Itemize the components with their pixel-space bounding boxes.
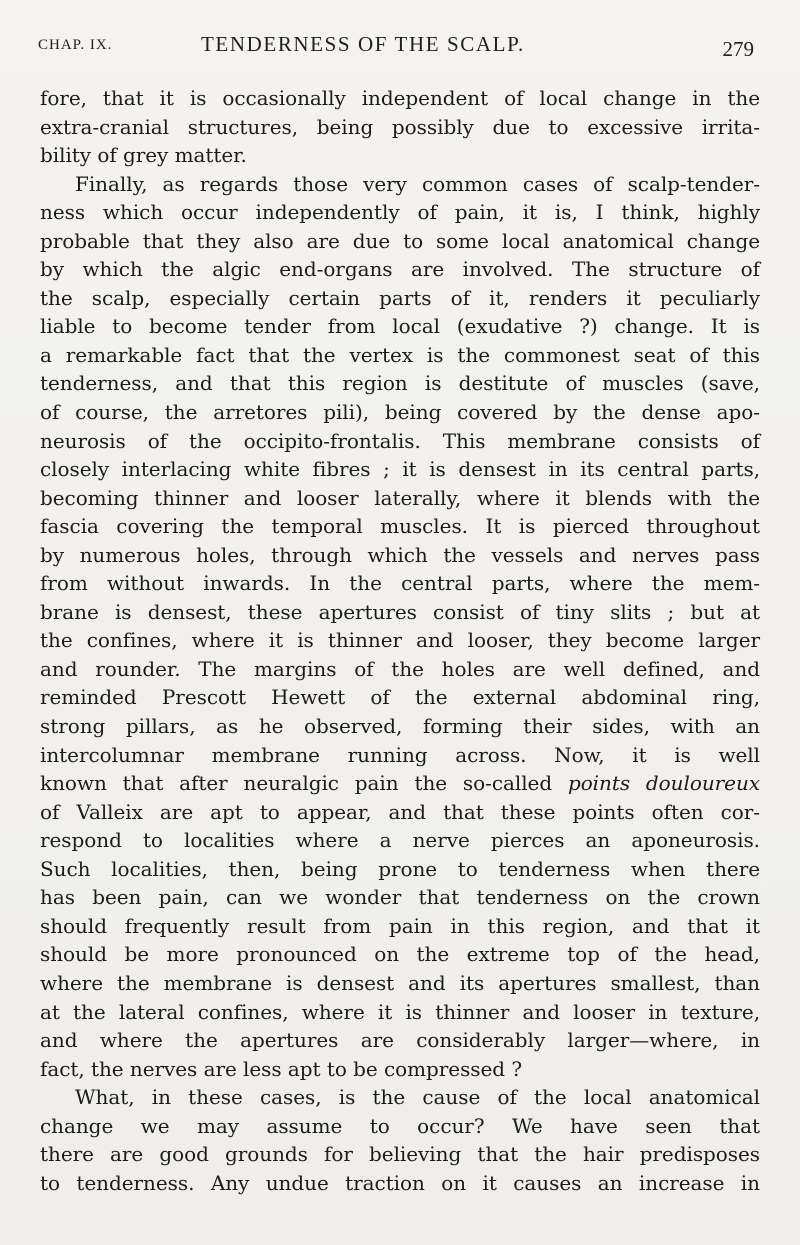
running-title: TENDERNESS OF THE SCALP.: [201, 32, 525, 56]
chapter-label: CHAP. IX.: [38, 37, 113, 53]
text-line: from without inwards. In the central parts, where the mem-: [40, 571, 760, 596]
text-line: reminded Prescott Hewett of the external abdominal ring,: [40, 685, 760, 710]
text-line: and rounder. The margins of the holes are well defined, and: [40, 656, 760, 681]
text-line: should be more pronounced on the extreme top of the head,: [40, 942, 760, 967]
text-line: should frequently result from pain in this region, and that it: [40, 913, 760, 938]
text-line: extra-cranial structures, being possibly due to excessive irrita-: [40, 114, 760, 139]
text-line: fact, the nerves are less apt to be compressed ?: [40, 1056, 523, 1081]
text-line: tenderness, and that this region is destitute of muscles (save,: [40, 371, 760, 396]
text-line: by which the algic end-organs are involved. The structure of: [40, 257, 760, 282]
text-line: the confines, where it is thinner and looser, they become larger: [40, 628, 760, 653]
body-text: [40, 84, 760, 1197]
text-line: fascia covering the temporal muscles. It is pierced throughout: [40, 514, 760, 539]
text-line: the scalp, especially certain parts of it, renders it peculiarly: [40, 285, 760, 310]
text-line: of Valleix are apt to appear, and that these points often cor-: [40, 799, 760, 824]
text-line: and where the apertures are considerably larger—where, in: [40, 1028, 760, 1053]
text-line: at the lateral confines, where it is thinner and looser in texture,: [40, 999, 760, 1024]
text-line-with-italic: [40, 769, 760, 798]
text-line: closely interlacing white fibres ; it is densest in its central parts,: [40, 457, 760, 482]
text-line: there are good grounds for believing that the hair predisposes: [40, 1142, 760, 1167]
text-line: ness which occur independently of pain, it is, I think, highly: [40, 200, 760, 225]
running-head: [38, 30, 754, 60]
text-line: neurosis of the occipito-frontalis. This membrane consists of: [40, 428, 760, 453]
text-line: where the membrane is densest and its apertures smallest, than: [40, 970, 760, 995]
text-line: of course, the arretores pili), being covered by the dense apo-: [40, 400, 760, 425]
text-line: liable to become tender from local (exudative ?) change. It is: [40, 314, 760, 339]
text-line: brane is densest, these apertures consist of tiny slits ; but at: [40, 599, 760, 624]
text-line: a remarkable fact that the vertex is the commonest seat of this: [40, 342, 760, 367]
page-number: 279: [722, 37, 754, 61]
text-line: bility of grey matter.: [40, 143, 247, 168]
text-line: Finally, as regards those very common cases of scalp-tender-: [75, 171, 760, 196]
italic-phrase: points douloureux: [567, 771, 761, 796]
text-line: probable that they also are due to some local anatomical change: [40, 228, 760, 253]
text-line: fore, that it is occasionally independent of local change in the: [40, 86, 760, 110]
text-line: becoming thinner and looser laterally, where it blends with the: [40, 485, 760, 510]
text-line: by numerous holes, through which the vessels and nerves pass: [40, 542, 760, 567]
text-line: has been pain, can we wonder that tenderness on the crown: [40, 885, 760, 910]
text-line: intercolumnar membrane running across. Now, it is well: [40, 742, 760, 767]
text-line: change we may assume to occur? We have seen that: [40, 1113, 760, 1138]
text-line: What, in these cases, is the cause of the local anatomical: [75, 1085, 760, 1110]
line-before-italic: known that after neuralgic pain the so-called: [40, 771, 568, 796]
text-line: Such localities, then, being prone to tenderness when there: [40, 856, 760, 881]
text-line: strong pillars, as he observed, forming their sides, with an: [40, 714, 760, 739]
text-line: respond to localities where a nerve pierces an aponeurosis.: [40, 828, 760, 853]
text-line: to tenderness. Any undue traction on it causes an increase in: [40, 1170, 760, 1195]
